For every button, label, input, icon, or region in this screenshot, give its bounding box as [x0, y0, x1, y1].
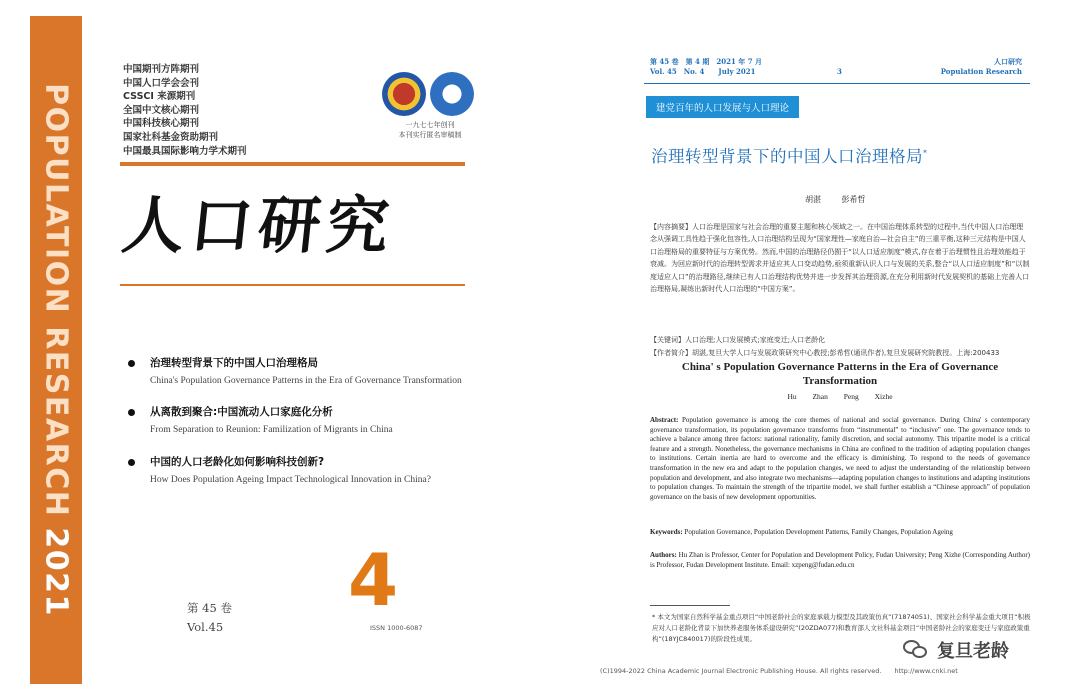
title-rule-top — [120, 162, 465, 166]
funding-footnote: * 本文为国家自然科学基金重点项目“中国老龄社会的家庭承载力模型及其政策仿真”(71874051)、国家社会科学基金重大项目“积极应对人口老龄化背景下加快养老服务体系建设研究”(20ZDA077)和教育部人文社科基金项目“中国老龄社会的家庭变迁与家庭政策重构”(18YJC840017)的阶段性成果。 — [652, 613, 1031, 643]
volume-zh: 第 45 卷 — [187, 601, 232, 615]
authors-zh: 胡湛 彭希哲 — [805, 195, 866, 204]
founded-sub: 本刊实行匿名审稿制 — [398, 131, 462, 139]
issn: ISSN 1000-6087 — [370, 624, 423, 632]
authors-info-en-text: Hu Zhan is Professor, Center for Population and Development Policy, Fudan University; Peng Xizhe (Corresponding Author) is Professor, Fudan Development Institute. Email: xzpeng@fudan.edu.cn — [650, 551, 1031, 569]
cover-article-title-zh: 中国的人口老龄化如何影响科技创新? — [150, 456, 325, 468]
index-line: 全国中文核心期刊 — [123, 104, 200, 116]
cover-article — [128, 404, 393, 435]
cover-article — [128, 454, 431, 485]
cover-article-title-zh: 治理转型背景下的中国人口治理格局 — [150, 357, 318, 369]
index-line: 中国最具国际影响力学术期刊 — [123, 145, 247, 157]
cover-logos — [380, 72, 480, 142]
volume-en: Vol.45 — [187, 620, 224, 634]
university-emblem-icon — [430, 72, 474, 116]
cover-article-title-zh: 从离散到聚合:中国流动人口家庭化分析 — [150, 406, 333, 418]
keywords-en — [650, 528, 1030, 538]
watermark-text: 复旦老龄 — [937, 641, 1009, 662]
abstract-en-label: Abstract: — [650, 416, 679, 424]
founded-year: 一九七七年创刊 — [405, 121, 455, 129]
bullet-icon — [128, 459, 135, 466]
abstract-en — [650, 416, 1030, 502]
keywords-en-text: Population Governance, Population Development Patterns, Family Changes, Population Ageing — [684, 528, 953, 536]
bullet-icon — [128, 409, 135, 416]
wechat-watermark — [903, 637, 1009, 663]
footnote-rule — [650, 605, 730, 606]
spine-text — [39, 83, 74, 617]
keywords-en-label: Keywords: — [650, 528, 683, 536]
page-number: 3 — [837, 67, 842, 76]
header-volume-zh: 第 45 卷 第 4 期 2021 年 7 月 — [650, 57, 763, 66]
abstract-en-text: Population governance is among the core themes of national and social governance. During China' s contemporary governance transformation, its population governance transforms from “instrumental” to “inclusive” one. The governance tends to achieve a balance among three factors: national rationality, family discretion, and social autonomy. This tripartite model is a critical feature and a strength. Nonetheless, the governance mechanisms in China are confined to the tradition of adapting population changes to institutions. Certain inertia are hard to overcome and the efficacy is diminishing. To respond to the needs of governance transformation in the new era and adapt to the population changes, we need to adjust the understanding of the relationship between population and development, and also integrate two mechanisms—adapting population changes to institutions and adapting institutions to population changes. To maintain the strength of the tripartite model, we shall further establish a “Chinese approach” of population governance on the basis of new development opportunities. — [650, 416, 1030, 501]
running-header-right — [941, 57, 1022, 77]
cover-article-title-en: From Separation to Reunion: Familization of Migrants in China — [150, 425, 393, 435]
index-list — [123, 63, 247, 158]
title-rule-bottom — [120, 284, 465, 286]
article-title — [651, 143, 928, 167]
bullet-icon — [128, 360, 135, 367]
header-journal-en: Population Research — [940, 67, 1022, 76]
cover-article — [128, 355, 462, 386]
authors-en: Hu Zhan Peng Xizhe — [787, 392, 893, 401]
cover-article-title-en: How Does Population Ageing Impact Technological Innovation in China? — [150, 475, 431, 485]
authors-info-en — [650, 551, 1030, 570]
abstract-zh: 【内容摘要】人口治理是国家与社会治理的重要主题和核心领域之一。在中国治理体系转型的过程中,当代中国人口治理理念从强调工具性趋于强化包容性,人口治理结构呈现为“国家理性—家庭自治—社会自主”的三重平衡,这种三元结构是中国人口治理格局的重要特征与方案优势。然而,中国的治理路径仍囿于“以人口适应制度”模式,存在着于治理惯性且治理效能趋于衰减。为回应新时代的治理转型需求并适应其人口变动趋势,亟须重新认识人口与发展的关系,整合“以人口适应制度”和“以制度适应人口”的治理路径,继续已有人口治理结构优势并进一步发挥其治理资源,在充分利用新时代发展契机的基础上完善人口治理格局,凝练出新时代人口治理的“中国方案”。 — [650, 223, 1030, 294]
journal-title: 人口研究 — [118, 189, 399, 262]
author-info-zh: 【作者简介】胡湛,复旦大学人口与发展政策研究中心教授;彭希哲(通讯作者),复旦发展研究院教授。上海:200433 — [650, 349, 1000, 357]
journal-cover — [30, 16, 482, 684]
header-volume-en: Vol. 45 No. 4 July 2021 — [650, 67, 756, 76]
header-rule — [644, 83, 1030, 84]
section-banner: 建党百年的人口发展与人口理论 — [646, 96, 799, 118]
cover-article-title-en: China's Population Governance Patterns in the Era of Governance Transformation — [150, 376, 462, 386]
article-title-en: China' s Population Governance Patterns in the Era of Governance Transformation — [681, 361, 999, 387]
index-line: 中国期刊方阵期刊 — [123, 64, 200, 75]
wechat-icon — [903, 640, 929, 660]
spine-year: 2021 — [38, 527, 74, 617]
cover-spine — [30, 16, 82, 684]
index-line: 国家社科基金资助期刊 — [123, 131, 219, 143]
article-page — [600, 16, 1070, 688]
keywords-zh: 【关键词】人口治理;人口发展模式;家庭变迁;人口老龄化 — [650, 336, 826, 344]
article-title-text: 治理转型背景下的中国人口治理格局 — [651, 147, 923, 166]
index-line: CSSCI 来源期刊 — [123, 91, 196, 103]
copyright-footer: (C)1994-2022 China Academic Journal Electronic Publishing House. All rights reserved. http://www.cnki.net — [600, 667, 958, 675]
running-header-left — [650, 57, 762, 77]
spine-title: POPULATION RESEARCH — [38, 83, 74, 518]
society-emblem-icon — [382, 72, 426, 116]
authors-info-en-label: Authors: — [650, 551, 677, 559]
index-line: 中国科技核心期刊 — [123, 118, 200, 130]
issue-number: 4 — [348, 538, 399, 622]
founded-note — [380, 120, 480, 140]
header-journal-zh: 人口研究 — [994, 57, 1022, 66]
title-footnote-mark: * — [923, 148, 928, 158]
index-line: 中国人口学会会刊 — [123, 77, 200, 89]
